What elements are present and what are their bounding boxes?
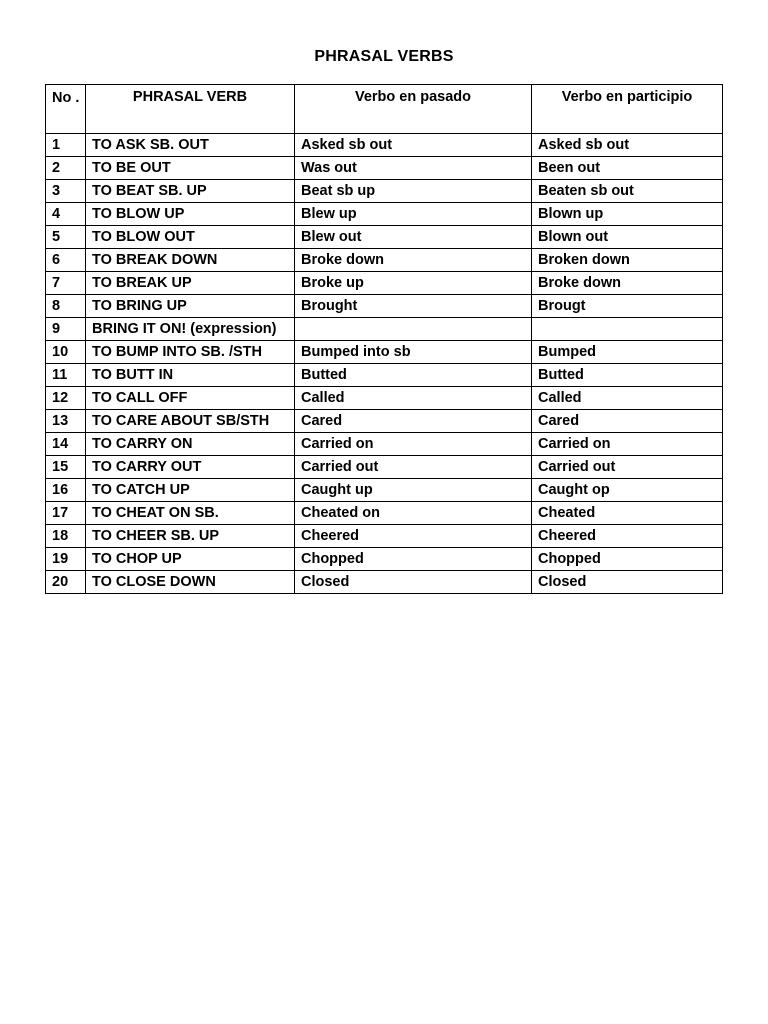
cell-participle: Brougt <box>532 295 723 318</box>
phrasal-verbs-table <box>45 84 723 594</box>
header-row <box>46 85 723 134</box>
cell-phrasal-verb: TO BE OUT <box>86 157 295 180</box>
cell-phrasal-verb: TO ASK SB. OUT <box>86 134 295 157</box>
cell-phrasal-verb: TO BLOW OUT <box>86 226 295 249</box>
cell-no: 2 <box>46 157 86 180</box>
cell-participle: Broke down <box>532 272 723 295</box>
cell-past: Closed <box>295 571 532 594</box>
table-row <box>46 180 723 203</box>
table-body <box>46 134 723 594</box>
cell-phrasal-verb: TO CLOSE DOWN <box>86 571 295 594</box>
cell-phrasal-verb: BRING IT ON! (expression) <box>86 318 295 341</box>
cell-participle: Cheered <box>532 525 723 548</box>
cell-no: 14 <box>46 433 86 456</box>
page-title: PHRASAL VERBS <box>314 48 454 65</box>
cell-no: 3 <box>46 180 86 203</box>
table-row <box>46 203 723 226</box>
cell-participle: Blown out <box>532 226 723 249</box>
cell-past <box>295 318 532 341</box>
table-row <box>46 502 723 525</box>
cell-past: Caught up <box>295 479 532 502</box>
header-no: No . <box>46 85 86 134</box>
table-row <box>46 479 723 502</box>
cell-phrasal-verb: TO BREAK UP <box>86 272 295 295</box>
table-row <box>46 525 723 548</box>
table-row <box>46 548 723 571</box>
header-participle: Verbo en participio <box>532 85 723 134</box>
cell-participle: Caught op <box>532 479 723 502</box>
cell-no: 9 <box>46 318 86 341</box>
table-row <box>46 387 723 410</box>
cell-no: 1 <box>46 134 86 157</box>
cell-participle: Butted <box>532 364 723 387</box>
table-row <box>46 249 723 272</box>
cell-participle: Broken down <box>532 249 723 272</box>
cell-past: Blew up <box>295 203 532 226</box>
cell-phrasal-verb: TO BREAK DOWN <box>86 249 295 272</box>
cell-participle: Bumped <box>532 341 723 364</box>
cell-no: 12 <box>46 387 86 410</box>
cell-participle: Cheated <box>532 502 723 525</box>
table-row <box>46 341 723 364</box>
cell-phrasal-verb: TO BLOW UP <box>86 203 295 226</box>
cell-past: Asked sb out <box>295 134 532 157</box>
cell-participle: Carried out <box>532 456 723 479</box>
cell-past: Called <box>295 387 532 410</box>
cell-past: Bumped into sb <box>295 341 532 364</box>
cell-past: Butted <box>295 364 532 387</box>
cell-no: 16 <box>46 479 86 502</box>
cell-past: Carried on <box>295 433 532 456</box>
cell-participle: Closed <box>532 571 723 594</box>
cell-phrasal-verb: TO BUTT IN <box>86 364 295 387</box>
table-header <box>46 85 723 134</box>
cell-phrasal-verb: TO CARE ABOUT SB/STH <box>86 410 295 433</box>
cell-no: 18 <box>46 525 86 548</box>
cell-past: Cheated on <box>295 502 532 525</box>
cell-no: 8 <box>46 295 86 318</box>
cell-participle: Chopped <box>532 548 723 571</box>
cell-phrasal-verb: TO BUMP INTO SB. /STH <box>86 341 295 364</box>
cell-no: 20 <box>46 571 86 594</box>
cell-no: 17 <box>46 502 86 525</box>
table-row <box>46 456 723 479</box>
table-row <box>46 272 723 295</box>
table-row <box>46 226 723 249</box>
cell-phrasal-verb: TO CHEAT ON SB. <box>86 502 295 525</box>
header-past: Verbo en pasado <box>295 85 532 134</box>
cell-past: Carried out <box>295 456 532 479</box>
table-row <box>46 364 723 387</box>
cell-no: 4 <box>46 203 86 226</box>
header-phrasal-verb: PHRASAL VERB <box>86 85 295 134</box>
cell-participle: Beaten sb out <box>532 180 723 203</box>
cell-past: Cared <box>295 410 532 433</box>
table-row <box>46 134 723 157</box>
cell-phrasal-verb: TO CARRY ON <box>86 433 295 456</box>
table-row <box>46 571 723 594</box>
table-row <box>46 433 723 456</box>
table-row <box>46 318 723 341</box>
cell-no: 5 <box>46 226 86 249</box>
cell-no: 19 <box>46 548 86 571</box>
cell-participle: Carried on <box>532 433 723 456</box>
cell-phrasal-verb: TO BEAT SB. UP <box>86 180 295 203</box>
cell-phrasal-verb: TO CATCH UP <box>86 479 295 502</box>
cell-phrasal-verb: TO CHEER SB. UP <box>86 525 295 548</box>
table-row <box>46 295 723 318</box>
cell-no: 13 <box>46 410 86 433</box>
cell-no: 15 <box>46 456 86 479</box>
cell-past: Was out <box>295 157 532 180</box>
cell-past: Blew out <box>295 226 532 249</box>
cell-participle: Asked sb out <box>532 134 723 157</box>
cell-phrasal-verb: TO BRING UP <box>86 295 295 318</box>
cell-past: Brought <box>295 295 532 318</box>
cell-past: Chopped <box>295 548 532 571</box>
cell-no: 7 <box>46 272 86 295</box>
cell-phrasal-verb: TO CHOP UP <box>86 548 295 571</box>
cell-no: 10 <box>46 341 86 364</box>
cell-participle: Blown up <box>532 203 723 226</box>
cell-participle <box>532 318 723 341</box>
cell-no: 6 <box>46 249 86 272</box>
cell-past: Cheered <box>295 525 532 548</box>
cell-past: Broke up <box>295 272 532 295</box>
cell-participle: Called <box>532 387 723 410</box>
cell-phrasal-verb: TO CARRY OUT <box>86 456 295 479</box>
cell-phrasal-verb: TO CALL OFF <box>86 387 295 410</box>
cell-past: Broke down <box>295 249 532 272</box>
cell-participle: Been out <box>532 157 723 180</box>
cell-past: Beat sb up <box>295 180 532 203</box>
table-row <box>46 410 723 433</box>
table-row <box>46 157 723 180</box>
cell-participle: Cared <box>532 410 723 433</box>
cell-no: 11 <box>46 364 86 387</box>
